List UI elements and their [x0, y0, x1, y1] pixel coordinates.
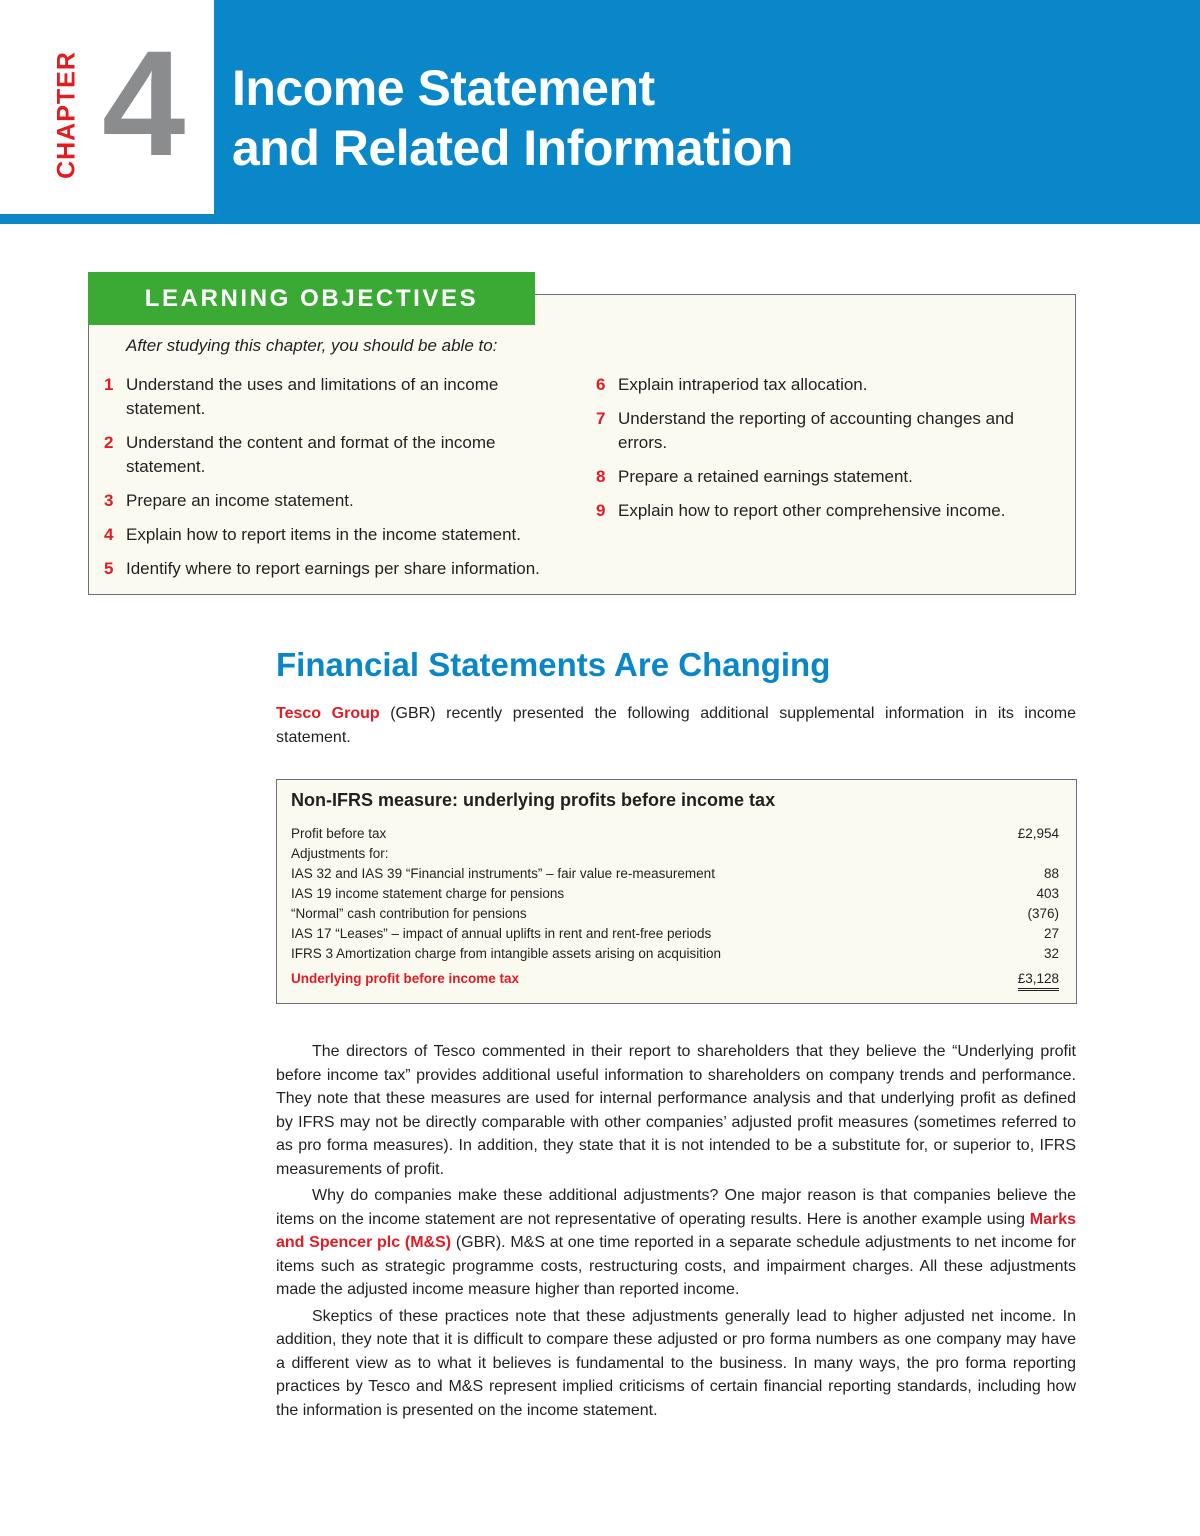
body-paragraph-2-a: Why do companies make these additional adjustments? One major reason is that companies believe the items on the income statement are not representative of operating results. Here is another example using [276, 1187, 1076, 1228]
non-ifrs-table-box [276, 779, 1077, 1004]
chapter-title [232, 58, 793, 178]
table-row [291, 904, 1059, 924]
objective-number: 6 [596, 375, 606, 394]
row-label: Adjustments for: [291, 846, 389, 861]
row-label: IAS 17 “Leases” – impact of annual uplifts in rent and rent-free periods [291, 926, 712, 941]
title-band [214, 0, 1200, 224]
objective-item [596, 407, 1056, 455]
row-value: (376) [1027, 906, 1059, 921]
total-value-cell [969, 964, 1059, 994]
objective-number: 3 [104, 491, 114, 510]
chapter-label [32, 40, 102, 190]
objective-item [596, 465, 1056, 489]
row-value [969, 844, 1059, 864]
section-intro [276, 702, 1076, 750]
total-label: Underlying profit before income tax [291, 971, 520, 986]
table-row [291, 924, 1059, 944]
table-total-row [291, 964, 1059, 994]
learning-objectives-intro: After studying this chapter, you should be able to: [126, 336, 498, 355]
chapter-title-line1: Income Statement [232, 60, 655, 116]
section-intro-text: (GBR) recently presented the following additional supplemental information in its income statement. [276, 705, 1076, 746]
body-paragraph-2-b: (GBR). M&S at one time reported in a separate schedule adjustments to net income for items such as strategic programme costs, restructuring costs, and impairment charges. All these adjustments made the adjusted income measure higher than reported income. [276, 1234, 1077, 1298]
body-paragraph-2 [276, 1184, 1076, 1302]
table-row [291, 844, 1059, 864]
objective-item [104, 557, 574, 581]
objective-text: Prepare an income statement. [126, 491, 354, 510]
objective-number: 8 [596, 467, 606, 486]
table-title: Non-IFRS measure: underlying profits before income tax [291, 790, 776, 810]
objective-item [104, 489, 574, 513]
row-value: £2,954 [1017, 826, 1059, 841]
chapter-word: CHAPTER [52, 51, 81, 179]
objectives-column-1 [104, 373, 574, 591]
body-paragraph-1: The directors of Tesco commented in their report to shareholders that they believe the “Underlying profit before income tax” provides additional useful information to shareholders on company trends and performance. They note that these measures are used for internal performance analysis and that underlying profit as defined by IFRS may not be directly comparable with other companies’ adjusted profit measures (sometimes referred to as pro forma measures). In addition, they state that it is not intended to be a substitute for, or superior to, IFRS measurements of profit. [276, 1043, 1076, 1178]
objectives-column-2 [596, 373, 1056, 533]
company-name-ms: Marks and Spencer plc (M&S) [276, 1210, 1076, 1251]
objective-text: Explain how to report items in the income statement. [126, 525, 521, 544]
objective-text: Identify where to report earnings per share information. [126, 559, 540, 578]
objective-item [596, 373, 1056, 397]
table-row [291, 884, 1059, 904]
row-value: 27 [1043, 926, 1059, 941]
objective-item [104, 523, 574, 547]
objective-number: 9 [596, 501, 606, 520]
objective-number: 5 [104, 559, 114, 578]
objective-item [104, 431, 574, 479]
row-label: IAS 32 and IAS 39 “Financial instruments” – fair value re-measurement [291, 866, 715, 881]
objective-text: Explain how to report other comprehensive income. [618, 501, 1006, 520]
row-value: 88 [1043, 866, 1059, 881]
objective-text: Understand the reporting of accounting changes and errors. [618, 409, 1014, 452]
row-label: Profit before tax [291, 826, 387, 841]
chapter-number: 4 [102, 19, 182, 187]
table-row [291, 944, 1059, 964]
table-row [291, 824, 1059, 844]
body-text [276, 1040, 1076, 1425]
objective-text: Understand the uses and limitations of an income statement. [126, 375, 499, 418]
objective-item [104, 373, 574, 421]
objective-text: Understand the content and format of the income statement. [126, 433, 496, 476]
row-value: 32 [1043, 946, 1059, 961]
objective-number: 1 [104, 375, 114, 394]
row-value: 403 [1036, 886, 1059, 901]
objective-number: 7 [596, 409, 606, 428]
objective-number: 4 [104, 525, 114, 544]
objective-number: 2 [104, 433, 114, 452]
objective-item [596, 499, 1056, 523]
row-label: “Normal” cash contribution for pensions [291, 906, 527, 921]
company-name-tesco: Tesco Group [276, 705, 380, 722]
header-rule [0, 214, 214, 224]
objective-text: Prepare a retained earnings statement. [618, 467, 913, 486]
body-paragraph-3: Skeptics of these practices note that these adjustments generally lead to higher adjusted net income. In addition, they note that it is difficult to compare these adjusted or pro forma numbers as one company may have a different view as to what it believes is fundamental to the business. In many ways, the pro forma reporting practices by Tesco and M&S represent implied criticisms of certain financial reporting standards, including how the information is presented on the income statement. [276, 1307, 1076, 1419]
non-ifrs-table [291, 824, 1059, 994]
learning-objectives-heading: LEARNING OBJECTIVES [88, 272, 535, 325]
row-label: IAS 19 income statement charge for pensions [291, 886, 565, 901]
chapter-title-line2: and Related Information [232, 120, 793, 176]
row-label: IFRS 3 Amortization charge from intangible assets arising on acquisition [291, 946, 721, 961]
table-row [291, 864, 1059, 884]
section-title: Financial Statements Are Changing [276, 646, 831, 683]
objective-text: Explain intraperiod tax allocation. [618, 375, 868, 394]
total-value: £3,128 [1018, 970, 1059, 991]
